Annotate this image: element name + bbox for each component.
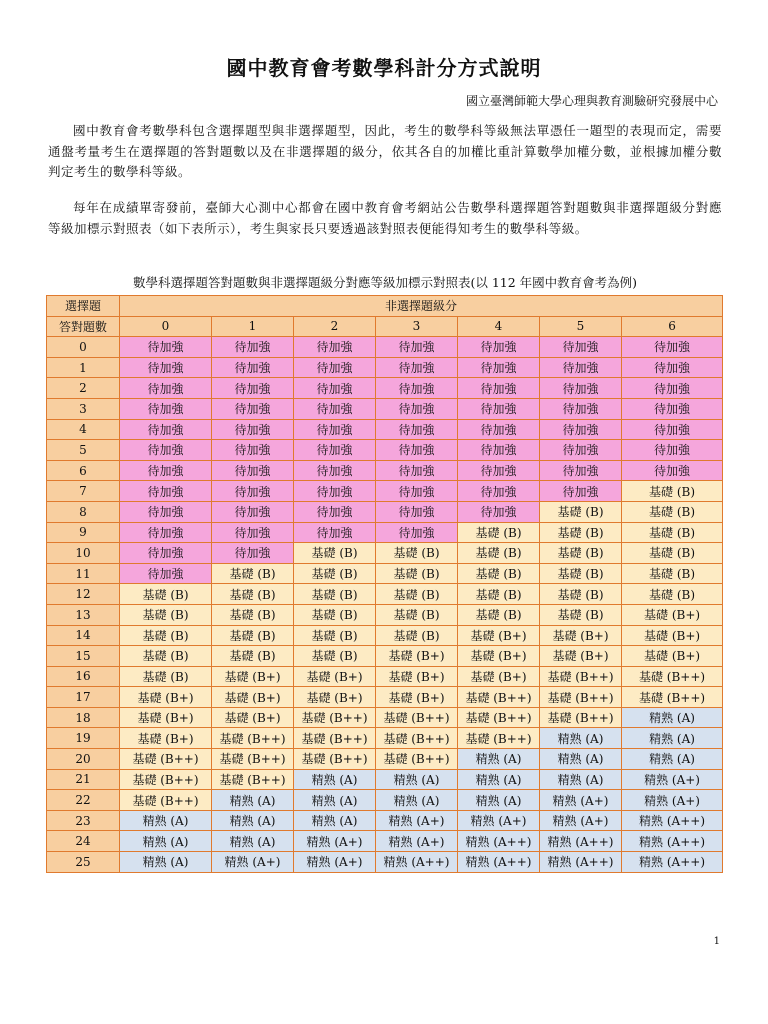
page-number: 1 bbox=[713, 936, 720, 947]
table-row bbox=[47, 584, 723, 605]
table-cell: 待加強 bbox=[212, 543, 294, 564]
column-header: 1 bbox=[212, 316, 294, 337]
table-cell: 待加強 bbox=[458, 337, 540, 358]
table-cell: 基礎 (B) bbox=[120, 604, 212, 625]
table-cell: 精熟 (A) bbox=[540, 749, 622, 770]
table-cell: 待加強 bbox=[376, 522, 458, 543]
table-cell: 基礎 (B+) bbox=[458, 625, 540, 646]
table-cell: 基礎 (B++) bbox=[622, 687, 723, 708]
table-cell: 基礎 (B) bbox=[294, 563, 376, 584]
table-cell: 基礎 (B) bbox=[622, 481, 723, 502]
table-row bbox=[47, 728, 723, 749]
table-cell: 待加強 bbox=[622, 337, 723, 358]
table-cell: 待加強 bbox=[212, 378, 294, 399]
table-cell: 精熟 (A) bbox=[294, 810, 376, 831]
table-cell: 待加強 bbox=[458, 460, 540, 481]
table-cell: 基礎 (B) bbox=[458, 522, 540, 543]
row-header: 10 bbox=[47, 543, 120, 564]
table-cell: 基礎 (B+) bbox=[212, 666, 294, 687]
table-cell: 待加強 bbox=[376, 337, 458, 358]
table-cell: 精熟 (A) bbox=[458, 749, 540, 770]
paragraph-intro: 國中教育會考數學科包含選擇題型與非選擇題型，因此，考生的數學科等級無法單憑任一題型的表現而定，需要通盤考量考生在選擇題的答對題數以及在非選擇題的級分，依其各自的加權比重計算數學加權分數，並根據加權分數判定考生的數學科等級。 bbox=[48, 123, 722, 179]
table-cell: 基礎 (B++) bbox=[458, 728, 540, 749]
table-cell: 待加強 bbox=[622, 398, 723, 419]
table-cell: 基礎 (B) bbox=[376, 584, 458, 605]
table-cell: 精熟 (A+) bbox=[458, 810, 540, 831]
table-cell: 精熟 (A) bbox=[540, 728, 622, 749]
table-cell: 基礎 (B++) bbox=[294, 749, 376, 770]
table-cell: 基礎 (B+) bbox=[120, 707, 212, 728]
table-cell: 待加強 bbox=[120, 419, 212, 440]
table-cell: 基礎 (B++) bbox=[120, 749, 212, 770]
group-header: 非選擇題級分 bbox=[120, 296, 723, 317]
table-cell: 精熟 (A++) bbox=[622, 810, 723, 831]
table-cell: 待加強 bbox=[212, 481, 294, 502]
table-cell: 待加強 bbox=[540, 337, 622, 358]
table-cell: 基礎 (B) bbox=[622, 563, 723, 584]
column-header: 3 bbox=[376, 316, 458, 337]
table-cell: 基礎 (B) bbox=[120, 584, 212, 605]
table-cell: 基礎 (B) bbox=[458, 563, 540, 584]
table-cell: 待加強 bbox=[212, 460, 294, 481]
table-cell: 基礎 (B++) bbox=[622, 666, 723, 687]
table-cell: 基礎 (B) bbox=[540, 563, 622, 584]
table-cell: 精熟 (A) bbox=[120, 831, 212, 852]
table-cell: 基礎 (B) bbox=[622, 501, 723, 522]
table-row bbox=[47, 563, 723, 584]
table-cell: 待加強 bbox=[294, 357, 376, 378]
table-cell: 精熟 (A++) bbox=[540, 831, 622, 852]
table-cell: 基礎 (B) bbox=[540, 522, 622, 543]
table-row bbox=[47, 666, 723, 687]
table-cell: 基礎 (B+) bbox=[540, 646, 622, 667]
table-cell: 基礎 (B) bbox=[376, 563, 458, 584]
table-cell: 待加強 bbox=[540, 378, 622, 399]
table-body bbox=[47, 337, 723, 872]
table-cell: 精熟 (A) bbox=[376, 790, 458, 811]
table-row bbox=[47, 646, 723, 667]
table-cell: 基礎 (B) bbox=[120, 646, 212, 667]
table-row bbox=[47, 769, 723, 790]
table-cell: 待加強 bbox=[294, 440, 376, 461]
table-cell: 待加強 bbox=[622, 378, 723, 399]
table-cell: 精熟 (A) bbox=[120, 852, 212, 873]
table-cell: 基礎 (B+) bbox=[120, 687, 212, 708]
table-cell: 待加強 bbox=[120, 522, 212, 543]
organization-name: 國立臺灣師範大學心理與教育測驗研究發展中心 bbox=[465, 94, 718, 108]
table-row bbox=[47, 440, 723, 461]
table-cell: 基礎 (B+) bbox=[120, 728, 212, 749]
table-cell: 基礎 (B) bbox=[622, 522, 723, 543]
table-row bbox=[47, 398, 723, 419]
table-cell: 基礎 (B) bbox=[294, 584, 376, 605]
table-cell: 待加強 bbox=[540, 419, 622, 440]
table-cell: 基礎 (B++) bbox=[458, 707, 540, 728]
table-cell: 待加強 bbox=[376, 481, 458, 502]
column-header: 0 bbox=[120, 316, 212, 337]
row-header: 19 bbox=[47, 728, 120, 749]
table-cell: 基礎 (B+) bbox=[376, 646, 458, 667]
row-header: 9 bbox=[47, 522, 120, 543]
table-row bbox=[47, 481, 723, 502]
table-cell: 基礎 (B) bbox=[120, 666, 212, 687]
table-row bbox=[47, 749, 723, 770]
table-cell: 基礎 (B++) bbox=[212, 769, 294, 790]
row-header: 20 bbox=[47, 749, 120, 770]
table-row bbox=[47, 337, 723, 358]
table-cell: 精熟 (A+) bbox=[212, 852, 294, 873]
table-cell: 基礎 (B) bbox=[294, 646, 376, 667]
table-cell: 待加強 bbox=[540, 398, 622, 419]
table-cell: 基礎 (B+) bbox=[376, 666, 458, 687]
table-cell: 待加強 bbox=[376, 460, 458, 481]
table-cell: 待加強 bbox=[294, 501, 376, 522]
table-cell: 基礎 (B) bbox=[294, 625, 376, 646]
row-header: 23 bbox=[47, 810, 120, 831]
table-row bbox=[47, 522, 723, 543]
column-header: 6 bbox=[622, 316, 723, 337]
table-cell: 基礎 (B+) bbox=[294, 666, 376, 687]
table-row bbox=[47, 501, 723, 522]
table-row bbox=[47, 460, 723, 481]
table-cell: 基礎 (B+) bbox=[212, 687, 294, 708]
table-cell: 待加強 bbox=[212, 501, 294, 522]
table-cell: 基礎 (B) bbox=[540, 584, 622, 605]
table-cell: 待加強 bbox=[294, 460, 376, 481]
table-cell: 精熟 (A) bbox=[294, 769, 376, 790]
table-cell: 基礎 (B++) bbox=[120, 790, 212, 811]
table-cell: 待加強 bbox=[622, 440, 723, 461]
table-row bbox=[47, 625, 723, 646]
table-cell: 待加強 bbox=[212, 337, 294, 358]
table-cell: 精熟 (A++) bbox=[622, 831, 723, 852]
row-header: 11 bbox=[47, 563, 120, 584]
table-cell: 待加強 bbox=[622, 419, 723, 440]
table-cell: 基礎 (B++) bbox=[376, 707, 458, 728]
table-cell: 精熟 (A++) bbox=[376, 852, 458, 873]
table-cell: 基礎 (B) bbox=[540, 543, 622, 564]
row-header: 24 bbox=[47, 831, 120, 852]
table-row bbox=[47, 378, 723, 399]
table-cell: 待加強 bbox=[120, 563, 212, 584]
table-cell: 待加強 bbox=[540, 440, 622, 461]
row-header: 2 bbox=[47, 378, 120, 399]
table-cell: 待加強 bbox=[120, 337, 212, 358]
row-header: 13 bbox=[47, 604, 120, 625]
table-row bbox=[47, 831, 723, 852]
table-cell: 待加強 bbox=[294, 522, 376, 543]
column-header: 4 bbox=[458, 316, 540, 337]
table-cell: 待加強 bbox=[376, 357, 458, 378]
table-cell: 待加強 bbox=[120, 501, 212, 522]
table-cell: 精熟 (A) bbox=[212, 790, 294, 811]
table-cell: 基礎 (B+) bbox=[458, 666, 540, 687]
row-header: 18 bbox=[47, 707, 120, 728]
table-cell: 待加強 bbox=[458, 481, 540, 502]
table-cell: 待加強 bbox=[212, 522, 294, 543]
table-cell: 基礎 (B) bbox=[212, 646, 294, 667]
table-cell: 基礎 (B++) bbox=[120, 769, 212, 790]
table-cell: 基礎 (B++) bbox=[540, 687, 622, 708]
table-cell: 待加強 bbox=[120, 440, 212, 461]
table-cell: 基礎 (B+) bbox=[294, 687, 376, 708]
table-row bbox=[47, 357, 723, 378]
grade-lookup-table bbox=[46, 295, 723, 873]
table-cell: 待加強 bbox=[458, 357, 540, 378]
row-header: 5 bbox=[47, 440, 120, 461]
table-cell: 待加強 bbox=[376, 398, 458, 419]
table-cell: 待加強 bbox=[376, 378, 458, 399]
table-cell: 待加強 bbox=[376, 440, 458, 461]
table-cell: 待加強 bbox=[120, 398, 212, 419]
table-cell: 基礎 (B) bbox=[376, 604, 458, 625]
table-cell: 精熟 (A+) bbox=[376, 810, 458, 831]
table-row bbox=[47, 604, 723, 625]
table-cell: 精熟 (A) bbox=[458, 790, 540, 811]
table-cell: 精熟 (A) bbox=[540, 769, 622, 790]
table-cell: 待加強 bbox=[120, 460, 212, 481]
table-cell: 精熟 (A++) bbox=[540, 852, 622, 873]
table-cell: 精熟 (A) bbox=[212, 810, 294, 831]
table-cell: 基礎 (B+) bbox=[622, 604, 723, 625]
table-cell: 精熟 (A++) bbox=[458, 831, 540, 852]
table-cell: 待加強 bbox=[622, 357, 723, 378]
table-cell: 基礎 (B+) bbox=[212, 707, 294, 728]
table-cell: 基礎 (B) bbox=[458, 543, 540, 564]
row-header: 17 bbox=[47, 687, 120, 708]
table-cell: 精熟 (A) bbox=[294, 790, 376, 811]
row-header: 14 bbox=[47, 625, 120, 646]
table-cell: 基礎 (B+) bbox=[458, 646, 540, 667]
table-cell: 基礎 (B+) bbox=[622, 625, 723, 646]
table-cell: 基礎 (B) bbox=[212, 563, 294, 584]
row-header: 15 bbox=[47, 646, 120, 667]
table-cell: 精熟 (A) bbox=[622, 707, 723, 728]
table-cell: 待加強 bbox=[458, 440, 540, 461]
table-cell: 待加強 bbox=[458, 419, 540, 440]
table-cell: 待加強 bbox=[212, 419, 294, 440]
table-cell: 基礎 (B) bbox=[212, 584, 294, 605]
table-row bbox=[47, 687, 723, 708]
table-cell: 精熟 (A) bbox=[120, 810, 212, 831]
table-cell: 待加強 bbox=[212, 357, 294, 378]
row-header: 21 bbox=[47, 769, 120, 790]
table-cell: 待加強 bbox=[540, 481, 622, 502]
table-cell: 待加強 bbox=[212, 398, 294, 419]
table-cell: 精熟 (A++) bbox=[458, 852, 540, 873]
table-cell: 待加強 bbox=[120, 378, 212, 399]
table-cell: 精熟 (A) bbox=[622, 728, 723, 749]
corner-header-top: 選擇題 bbox=[47, 296, 120, 317]
table-cell: 基礎 (B) bbox=[294, 543, 376, 564]
table-cell: 待加強 bbox=[294, 337, 376, 358]
table-row bbox=[47, 707, 723, 728]
table-cell: 基礎 (B++) bbox=[212, 749, 294, 770]
column-header: 2 bbox=[294, 316, 376, 337]
table-cell: 待加強 bbox=[376, 501, 458, 522]
row-header: 22 bbox=[47, 790, 120, 811]
table-caption: 數學科選擇題答對題數與非選擇題級分對應等級加標示對照表(以 112 年國中教育會考為例) bbox=[132, 275, 638, 290]
table-cell: 待加強 bbox=[458, 501, 540, 522]
table-cell: 精熟 (A++) bbox=[622, 852, 723, 873]
table-cell: 待加強 bbox=[622, 460, 723, 481]
table-cell: 基礎 (B) bbox=[622, 543, 723, 564]
table-cell: 待加強 bbox=[376, 419, 458, 440]
table-cell: 精熟 (A+) bbox=[540, 790, 622, 811]
row-header: 4 bbox=[47, 419, 120, 440]
table-cell: 精熟 (A+) bbox=[622, 769, 723, 790]
table-cell: 待加強 bbox=[120, 481, 212, 502]
table-cell: 基礎 (B++) bbox=[294, 707, 376, 728]
row-header: 0 bbox=[47, 337, 120, 358]
row-header: 8 bbox=[47, 501, 120, 522]
table-cell: 基礎 (B) bbox=[458, 584, 540, 605]
row-header: 6 bbox=[47, 460, 120, 481]
row-header: 25 bbox=[47, 852, 120, 873]
table-cell: 基礎 (B++) bbox=[458, 687, 540, 708]
table-row bbox=[47, 852, 723, 873]
table-cell: 基礎 (B) bbox=[376, 543, 458, 564]
table-cell: 待加強 bbox=[294, 398, 376, 419]
row-header: 3 bbox=[47, 398, 120, 419]
row-header: 7 bbox=[47, 481, 120, 502]
table-cell: 精熟 (A+) bbox=[376, 831, 458, 852]
table-cell: 精熟 (A) bbox=[376, 769, 458, 790]
table-cell: 精熟 (A+) bbox=[294, 831, 376, 852]
table-cell: 基礎 (B+) bbox=[376, 687, 458, 708]
table-cell: 基礎 (B++) bbox=[540, 707, 622, 728]
table-cell: 基礎 (B++) bbox=[540, 666, 622, 687]
document-title: 國中教育會考數學科計分方式說明 bbox=[226, 56, 542, 80]
row-header: 12 bbox=[47, 584, 120, 605]
table-row bbox=[47, 419, 723, 440]
table-cell: 待加強 bbox=[540, 460, 622, 481]
table-cell: 基礎 (B) bbox=[458, 604, 540, 625]
table-row bbox=[47, 543, 723, 564]
table-cell: 基礎 (B++) bbox=[376, 728, 458, 749]
table-cell: 精熟 (A+) bbox=[622, 790, 723, 811]
table-cell: 待加強 bbox=[212, 440, 294, 461]
column-header: 5 bbox=[540, 316, 622, 337]
table-cell: 基礎 (B) bbox=[212, 625, 294, 646]
table-cell: 待加強 bbox=[294, 378, 376, 399]
table-row bbox=[47, 810, 723, 831]
row-header: 16 bbox=[47, 666, 120, 687]
row-header: 1 bbox=[47, 357, 120, 378]
table-cell: 精熟 (A+) bbox=[294, 852, 376, 873]
table-cell: 基礎 (B) bbox=[120, 625, 212, 646]
table-cell: 精熟 (A) bbox=[458, 769, 540, 790]
table-cell: 待加強 bbox=[294, 419, 376, 440]
table-cell: 待加強 bbox=[458, 398, 540, 419]
table-cell: 基礎 (B) bbox=[376, 625, 458, 646]
table-cell: 待加強 bbox=[120, 543, 212, 564]
table-cell: 基礎 (B) bbox=[212, 604, 294, 625]
table-cell: 待加強 bbox=[294, 481, 376, 502]
table-cell: 基礎 (B) bbox=[294, 604, 376, 625]
table-cell: 基礎 (B) bbox=[540, 501, 622, 522]
table-cell: 基礎 (B+) bbox=[540, 625, 622, 646]
table-cell: 待加強 bbox=[540, 357, 622, 378]
table-cell: 基礎 (B++) bbox=[376, 749, 458, 770]
table-cell: 精熟 (A) bbox=[622, 749, 723, 770]
corner-header-bottom: 答對題數 bbox=[47, 316, 120, 337]
table-cell: 精熟 (A+) bbox=[540, 810, 622, 831]
table-cell: 基礎 (B++) bbox=[212, 728, 294, 749]
table-cell: 基礎 (B) bbox=[540, 604, 622, 625]
table-cell: 待加強 bbox=[120, 357, 212, 378]
table-row bbox=[47, 790, 723, 811]
paragraph-lookup: 每年在成績單寄發前，臺師大心測中心都會在國中教育會考網站公告數學科選擇題答對題數與非選擇題級分對應等級加標示對照表（如下表所示），考生與家長只要透過該對照表便能得知考生的數學科等級。 bbox=[48, 200, 722, 236]
table-cell: 基礎 (B) bbox=[622, 584, 723, 605]
table-cell: 待加強 bbox=[458, 378, 540, 399]
table-cell: 精熟 (A) bbox=[212, 831, 294, 852]
table-cell: 基礎 (B+) bbox=[622, 646, 723, 667]
table-cell: 基礎 (B++) bbox=[294, 728, 376, 749]
